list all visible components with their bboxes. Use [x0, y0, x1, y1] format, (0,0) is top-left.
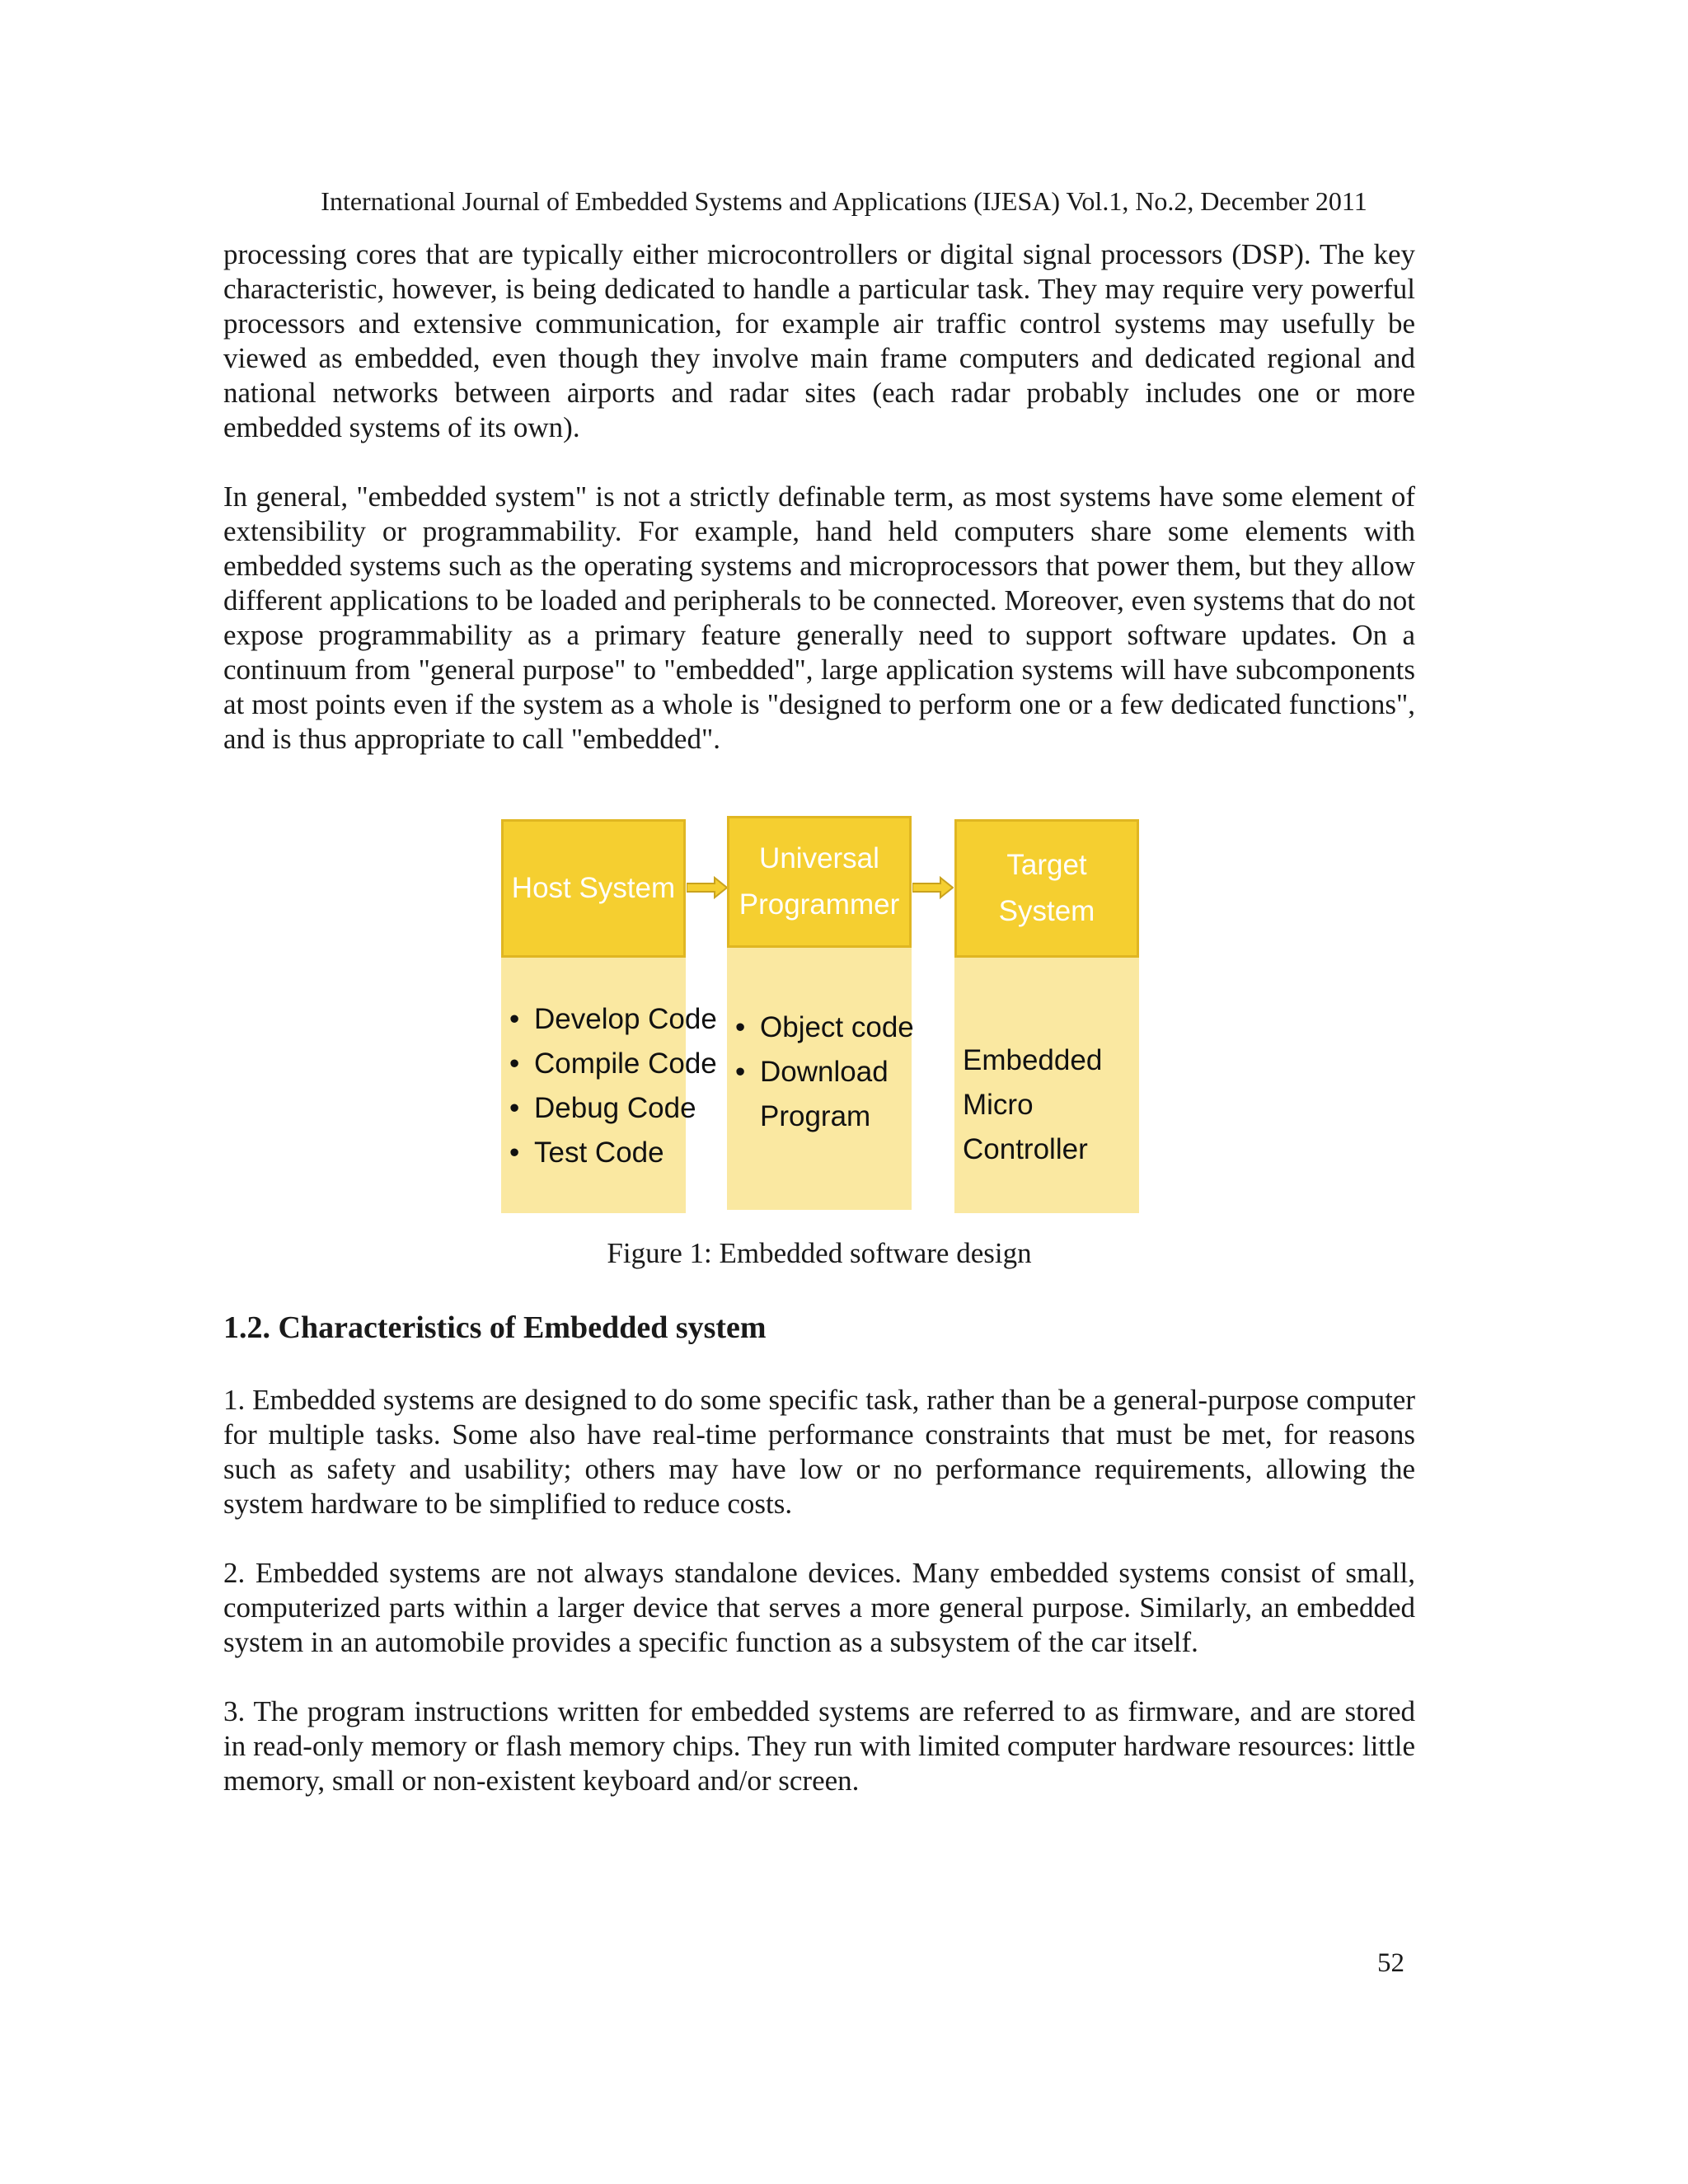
host-system-title: Host System [511, 872, 676, 904]
target-system-header [954, 819, 1139, 958]
target-system-title: Target System [998, 849, 1095, 927]
figure-caption: Figure 1: Embedded software design [607, 1237, 1032, 1269]
host-system-header [501, 819, 686, 958]
universal-programmer-title: Universal Programmer [738, 842, 900, 921]
host-system-body [501, 958, 717, 1213]
target-system-text: Embedded Micro Controller [963, 1044, 1103, 1165]
programmer-item-download: • Download Program [734, 1050, 884, 1139]
characteristic-item-1: 1. Embedded systems are designed to do some specific task, rather than be a general-purpose computer for multiple tasks. Some also have real-time performance constraints that must be met, for reasons such as safety and usability; others may have low or no performance requirements, allowing the system hardware to be simplified to reduce costs. [223, 1384, 1415, 1520]
body-paragraph-1: processing cores that are typically either microcontrollers or digital signal processors (DSP). The key characteristic, however, is being dedicated to handle a particular task. They may require very powerful processors and extensive communication, for example air traffic control systems may usefully be viewed as embedded, even though they involve main frame computers and dedicated regional and national networks between airports and radar sites (each radar probably includes one or more embedded systems of its own). [223, 238, 1415, 443]
target-system-box [954, 819, 1139, 1213]
universal-programmer-body [727, 948, 912, 1203]
host-item-compile: • Compile Code [508, 1042, 717, 1086]
host-item-debug: • Debug Code [508, 1086, 717, 1131]
host-item-test: • Test Code [508, 1131, 717, 1175]
characteristic-item-2: 2. Embedded systems are not always standalone devices. Many embedded systems consist of small, computerized parts within a larger device that serves a more general purpose. Similarly, an embedded system in an automobile provides a specific function as a subsystem of the car itself. [223, 1557, 1415, 1658]
host-system-list [508, 997, 717, 1175]
programmer-item-object-code: • Object code [734, 1005, 914, 1050]
arrow-right-icon [912, 875, 954, 900]
universal-programmer-header [727, 816, 912, 948]
universal-programmer-list [734, 1005, 914, 1139]
universal-programmer-box [727, 816, 912, 1210]
host-item-develop: • Develop Code [508, 997, 717, 1042]
page-number: 52 [1377, 1948, 1404, 1978]
section-heading: 1.2. Characteristics of Embedded system [223, 1310, 767, 1345]
body-paragraph-2: In general, "embedded system" is not a strictly definable term, as most systems have some element of extensibility or programmability. For example, hand held computers share some elements with embedded systems such as the operating systems and microprocessors that power them, but they allow different applications to be loaded and peripherals to be connected. Moreover, even systems that do not expose programmability as a primary feature generally need to support software updates. On a continuum from "general purpose" to "embedded", large application systems will have subcomponents at most points even if the system as a whole is "designed to perform one or a few dedicated functions", and is thus appropriate to call "embedded". [223, 480, 1415, 755]
running-header: International Journal of Embedded Systems and Applications (IJESA) Vol.1, No.2, December 2011 [321, 186, 1367, 216]
figure-embedded-software-design [501, 819, 1141, 1213]
arrow-right-icon [687, 875, 728, 900]
host-system-box [501, 819, 717, 1213]
target-system-body [954, 958, 1139, 1213]
characteristic-item-3: 3. The program instructions written for embedded systems are referred to as firmware, and are stored in read-only memory or flash memory chips. They run with limited computer hardware resources: little memory, small or non-existent keyboard and/or screen. [223, 1695, 1415, 1797]
